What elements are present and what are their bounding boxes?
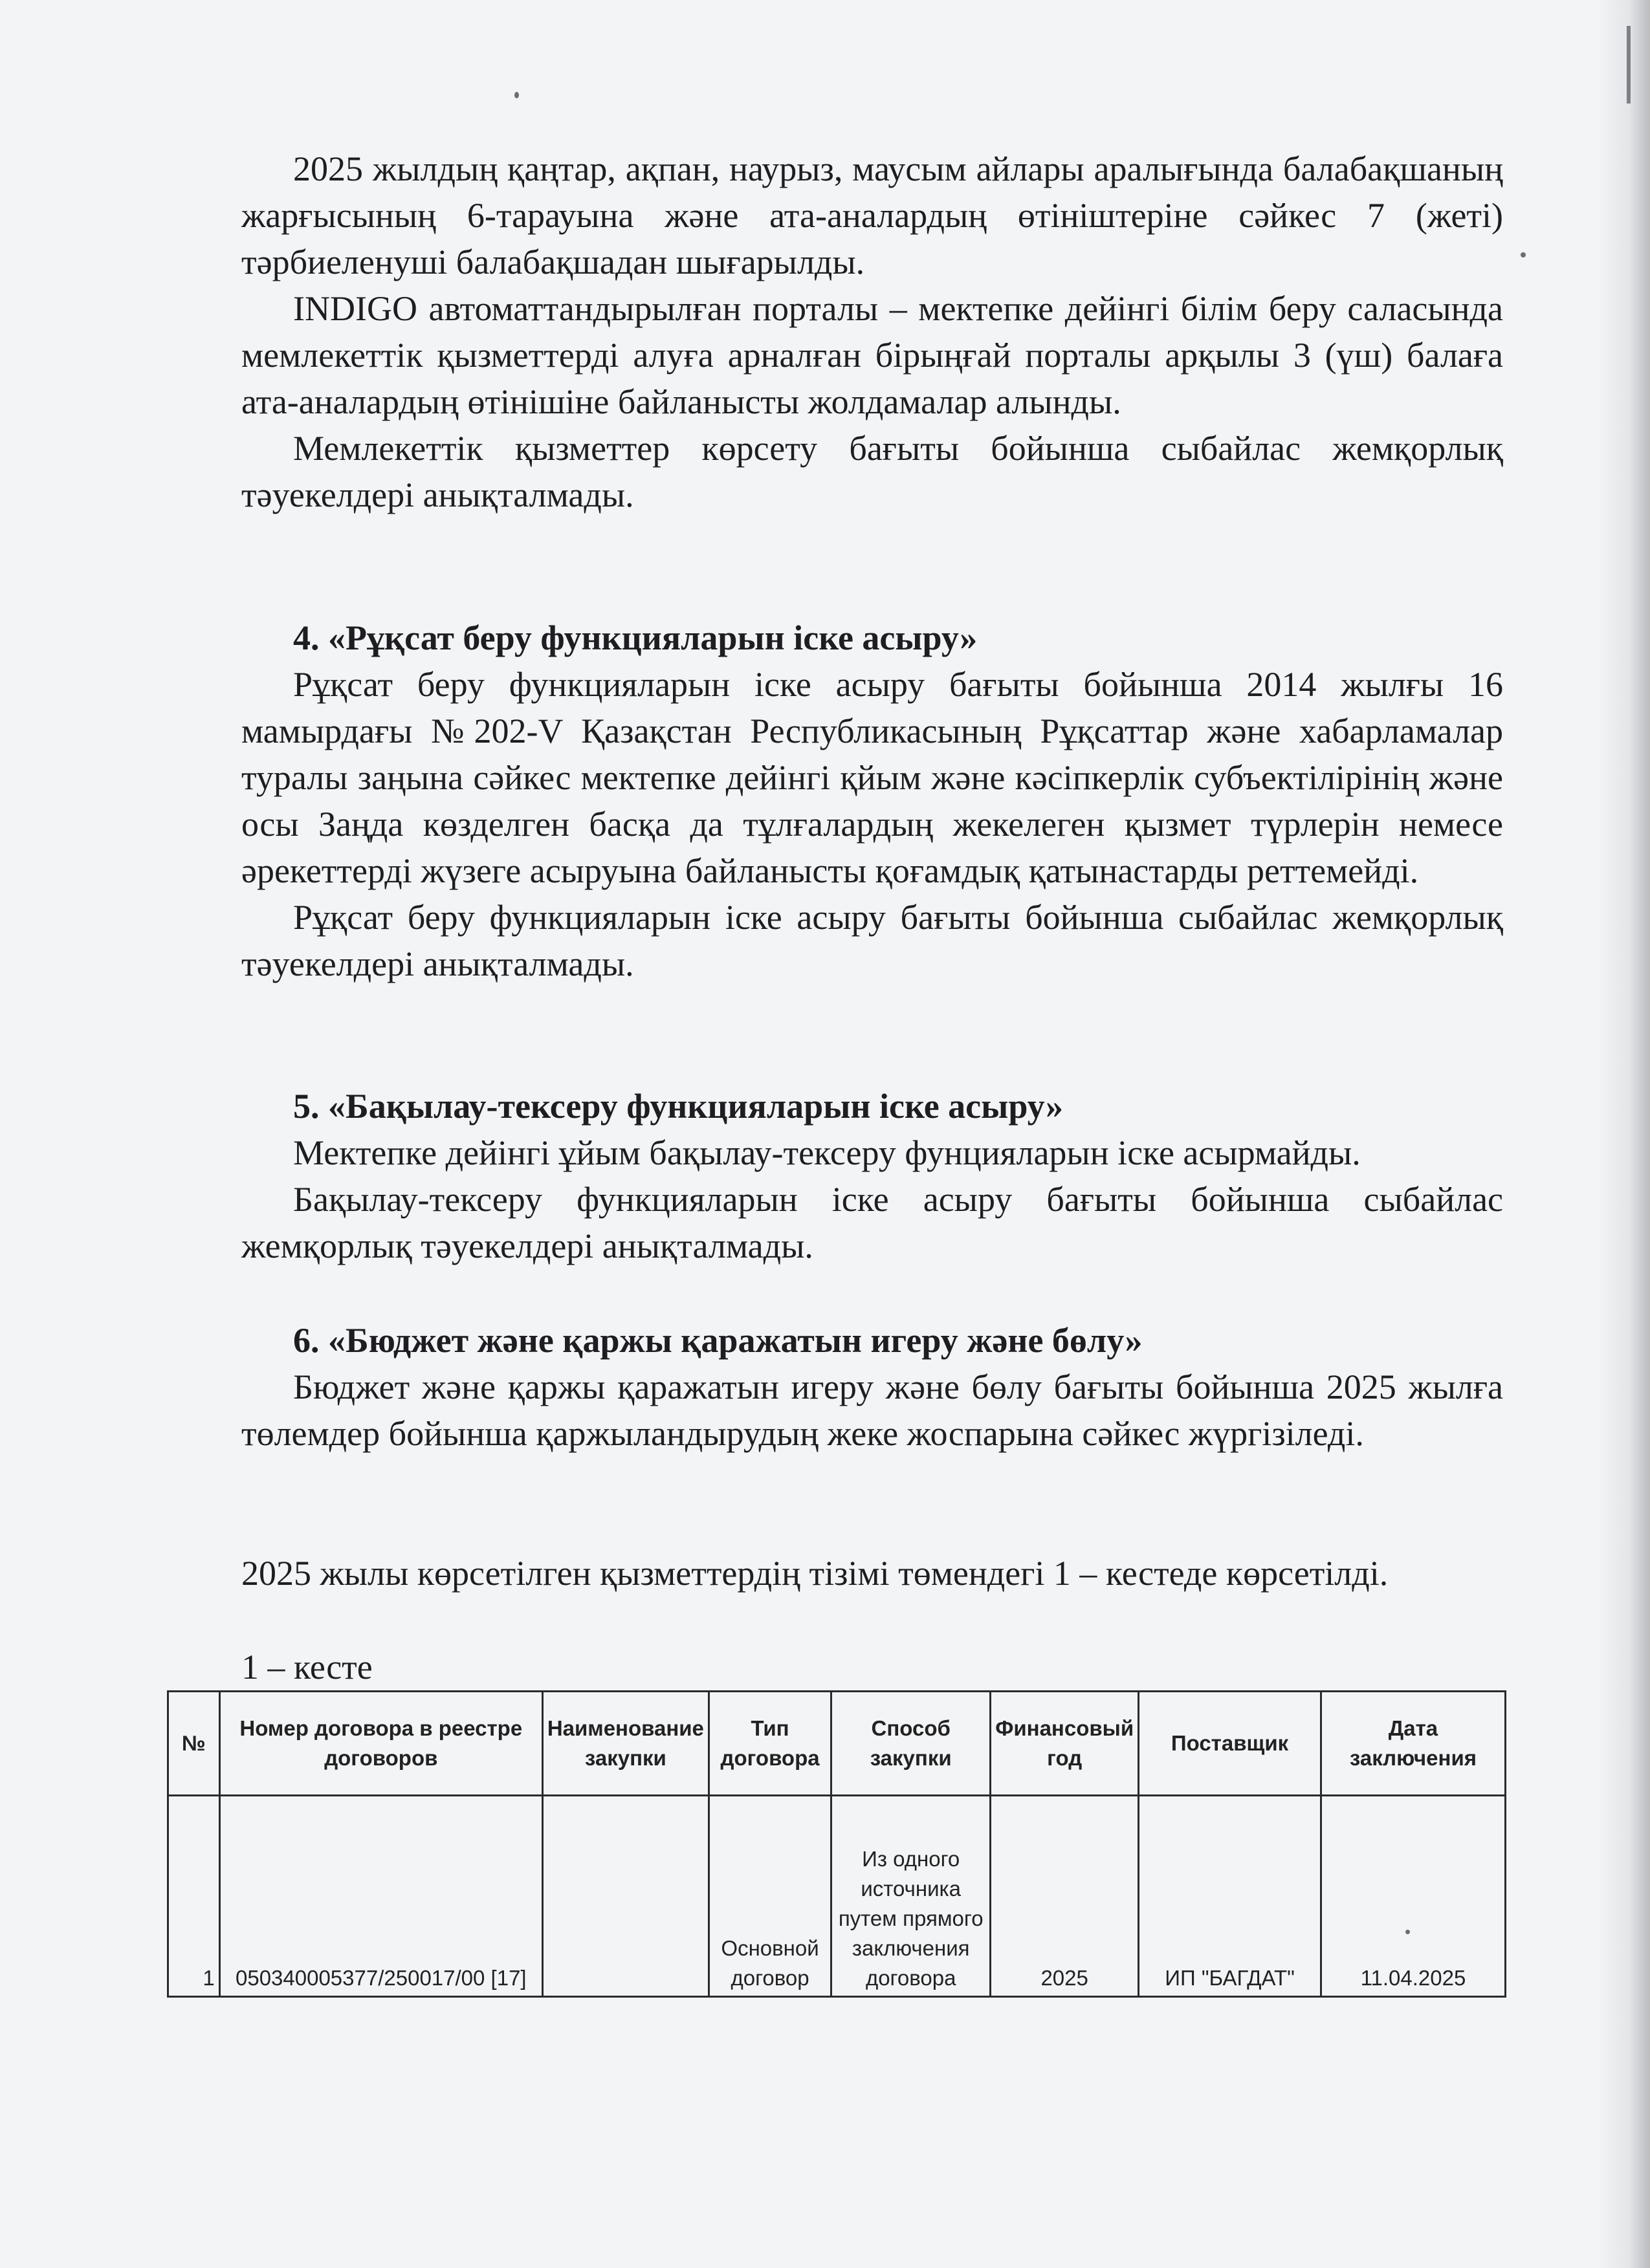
section-6-text (241, 1364, 1503, 1457)
scan-speck (1521, 252, 1526, 257)
paragraph: Мектепке дейінгі ұйым бақылау-тексеру фунцияларын іске асырмайды. (293, 1133, 1361, 1172)
header-purchase-name: Наименование закупки (542, 1692, 709, 1796)
cell-supplier: ИП "БАГДАТ" (1139, 1796, 1321, 1997)
section-6-heading: 6. «Бюджет және қаржы қаражатын игеру және бөлу» (293, 1321, 1143, 1360)
header-num: № (168, 1692, 220, 1796)
cell-num: 1 (168, 1796, 220, 1997)
cell-contract-number: 050340005377/250017/00 [17] (219, 1796, 542, 1997)
header-conclusion-date: Дата заключения (1321, 1692, 1505, 1796)
header-contract-type: Тип договора (709, 1692, 831, 1796)
paragraph: Рұқсат беру функцияларын іске асыру бағыты бойынша сыбайлас жемқорлық тәуекелдері анықталмады. (241, 898, 1503, 983)
cell-contract-type: Основной договор (709, 1796, 831, 1997)
cell-conclusion-date: 11.04.2025 (1321, 1796, 1505, 1997)
header-fiscal-year: Финансовый год (991, 1692, 1139, 1796)
paragraph: Мемлекеттік қызметтер көрсету бағыты бойынша сыбайлас жемқорлық тәуекелдері анықталмады. (241, 429, 1503, 514)
paragraph: 2025 жылдың қаңтар, ақпан, наурыз, маусым айлары аралығында балабақшаның жарғысының 6-тарауына және ата-аналардың өтініштеріне сәйкес 7 (жеті) тәрбиеленуші балабақшадан шығарылды. (241, 149, 1503, 281)
header-purchase-method: Способ закупки (831, 1692, 991, 1796)
procurement-table (167, 1690, 1506, 1998)
services-list-line: 2025 жылы көрсетілген қызметтердің тізімі төмендегі 1 – кестеде көрсетілді. (241, 1554, 1389, 1593)
cell-purchase-method: Из одного источника путем прямого заключения договора (831, 1796, 991, 1997)
section-5-text (241, 1129, 1503, 1269)
cell-purchase-name (542, 1796, 709, 1997)
scan-speck (514, 92, 519, 98)
section-5-heading: 5. «Бақылау-тексеру функцияларын іске асыру» (293, 1087, 1063, 1126)
header-contract-number: Номер договора в реестре договоров (219, 1692, 542, 1796)
cell-fiscal-year: 2025 (991, 1796, 1139, 1997)
paragraph: Рұқсат беру функцияларын іске асыру бағыты бойынша 2014 жылғы 16 мамырдағы №202-V Қазақстан Республикасының Рұқсаттар және хабарламалар туралы заңына сәйкес мектепке дейінгі қйым және кәсіпкерлік субъектілірінің және осы Заңда көзделген басқа да тұлғалардың жекелеген қызмет түрлерін немесе әрекеттерді жүзеге асыруына байланысты қоғамдық қатынастарды реттемейді. (241, 665, 1503, 890)
intro-text (241, 146, 1503, 518)
paragraph: Бюджет және қаржы қаражатын игеру және бөлу бағыты бойынша 2025 жылға төлемдер бойынша қаржыландырудың жеке жоспарына сәйкес жүргізіледі. (241, 1368, 1503, 1453)
section-4-heading: 4. «Рұқсат беру функцияларын іске асыру» (293, 618, 978, 657)
section-4-text (241, 661, 1503, 987)
header-supplier: Поставщик (1139, 1692, 1321, 1796)
table-row (168, 1796, 1506, 1997)
scan-edge-mark (1627, 26, 1631, 104)
paragraph: Бақылау-тексеру функцияларын іске асыру бағыты бойынша сыбайлас жемқорлық тәуекелдері анықталмады. (241, 1180, 1503, 1265)
scanned-page-edge (1598, 0, 1650, 2268)
paragraph: INDIGO автоматтандырылған порталы – мектепке дейінгі білім беру саласында мемлекеттік қызметтерді алуға арналған бірыңғай порталы арқылы 3 (үш) балаға ата-аналардың өтінішіне байланысты жолдамалар алынды. (241, 289, 1503, 421)
table-header-row (168, 1692, 1506, 1796)
table-caption: 1 – кесте (241, 1648, 373, 1686)
